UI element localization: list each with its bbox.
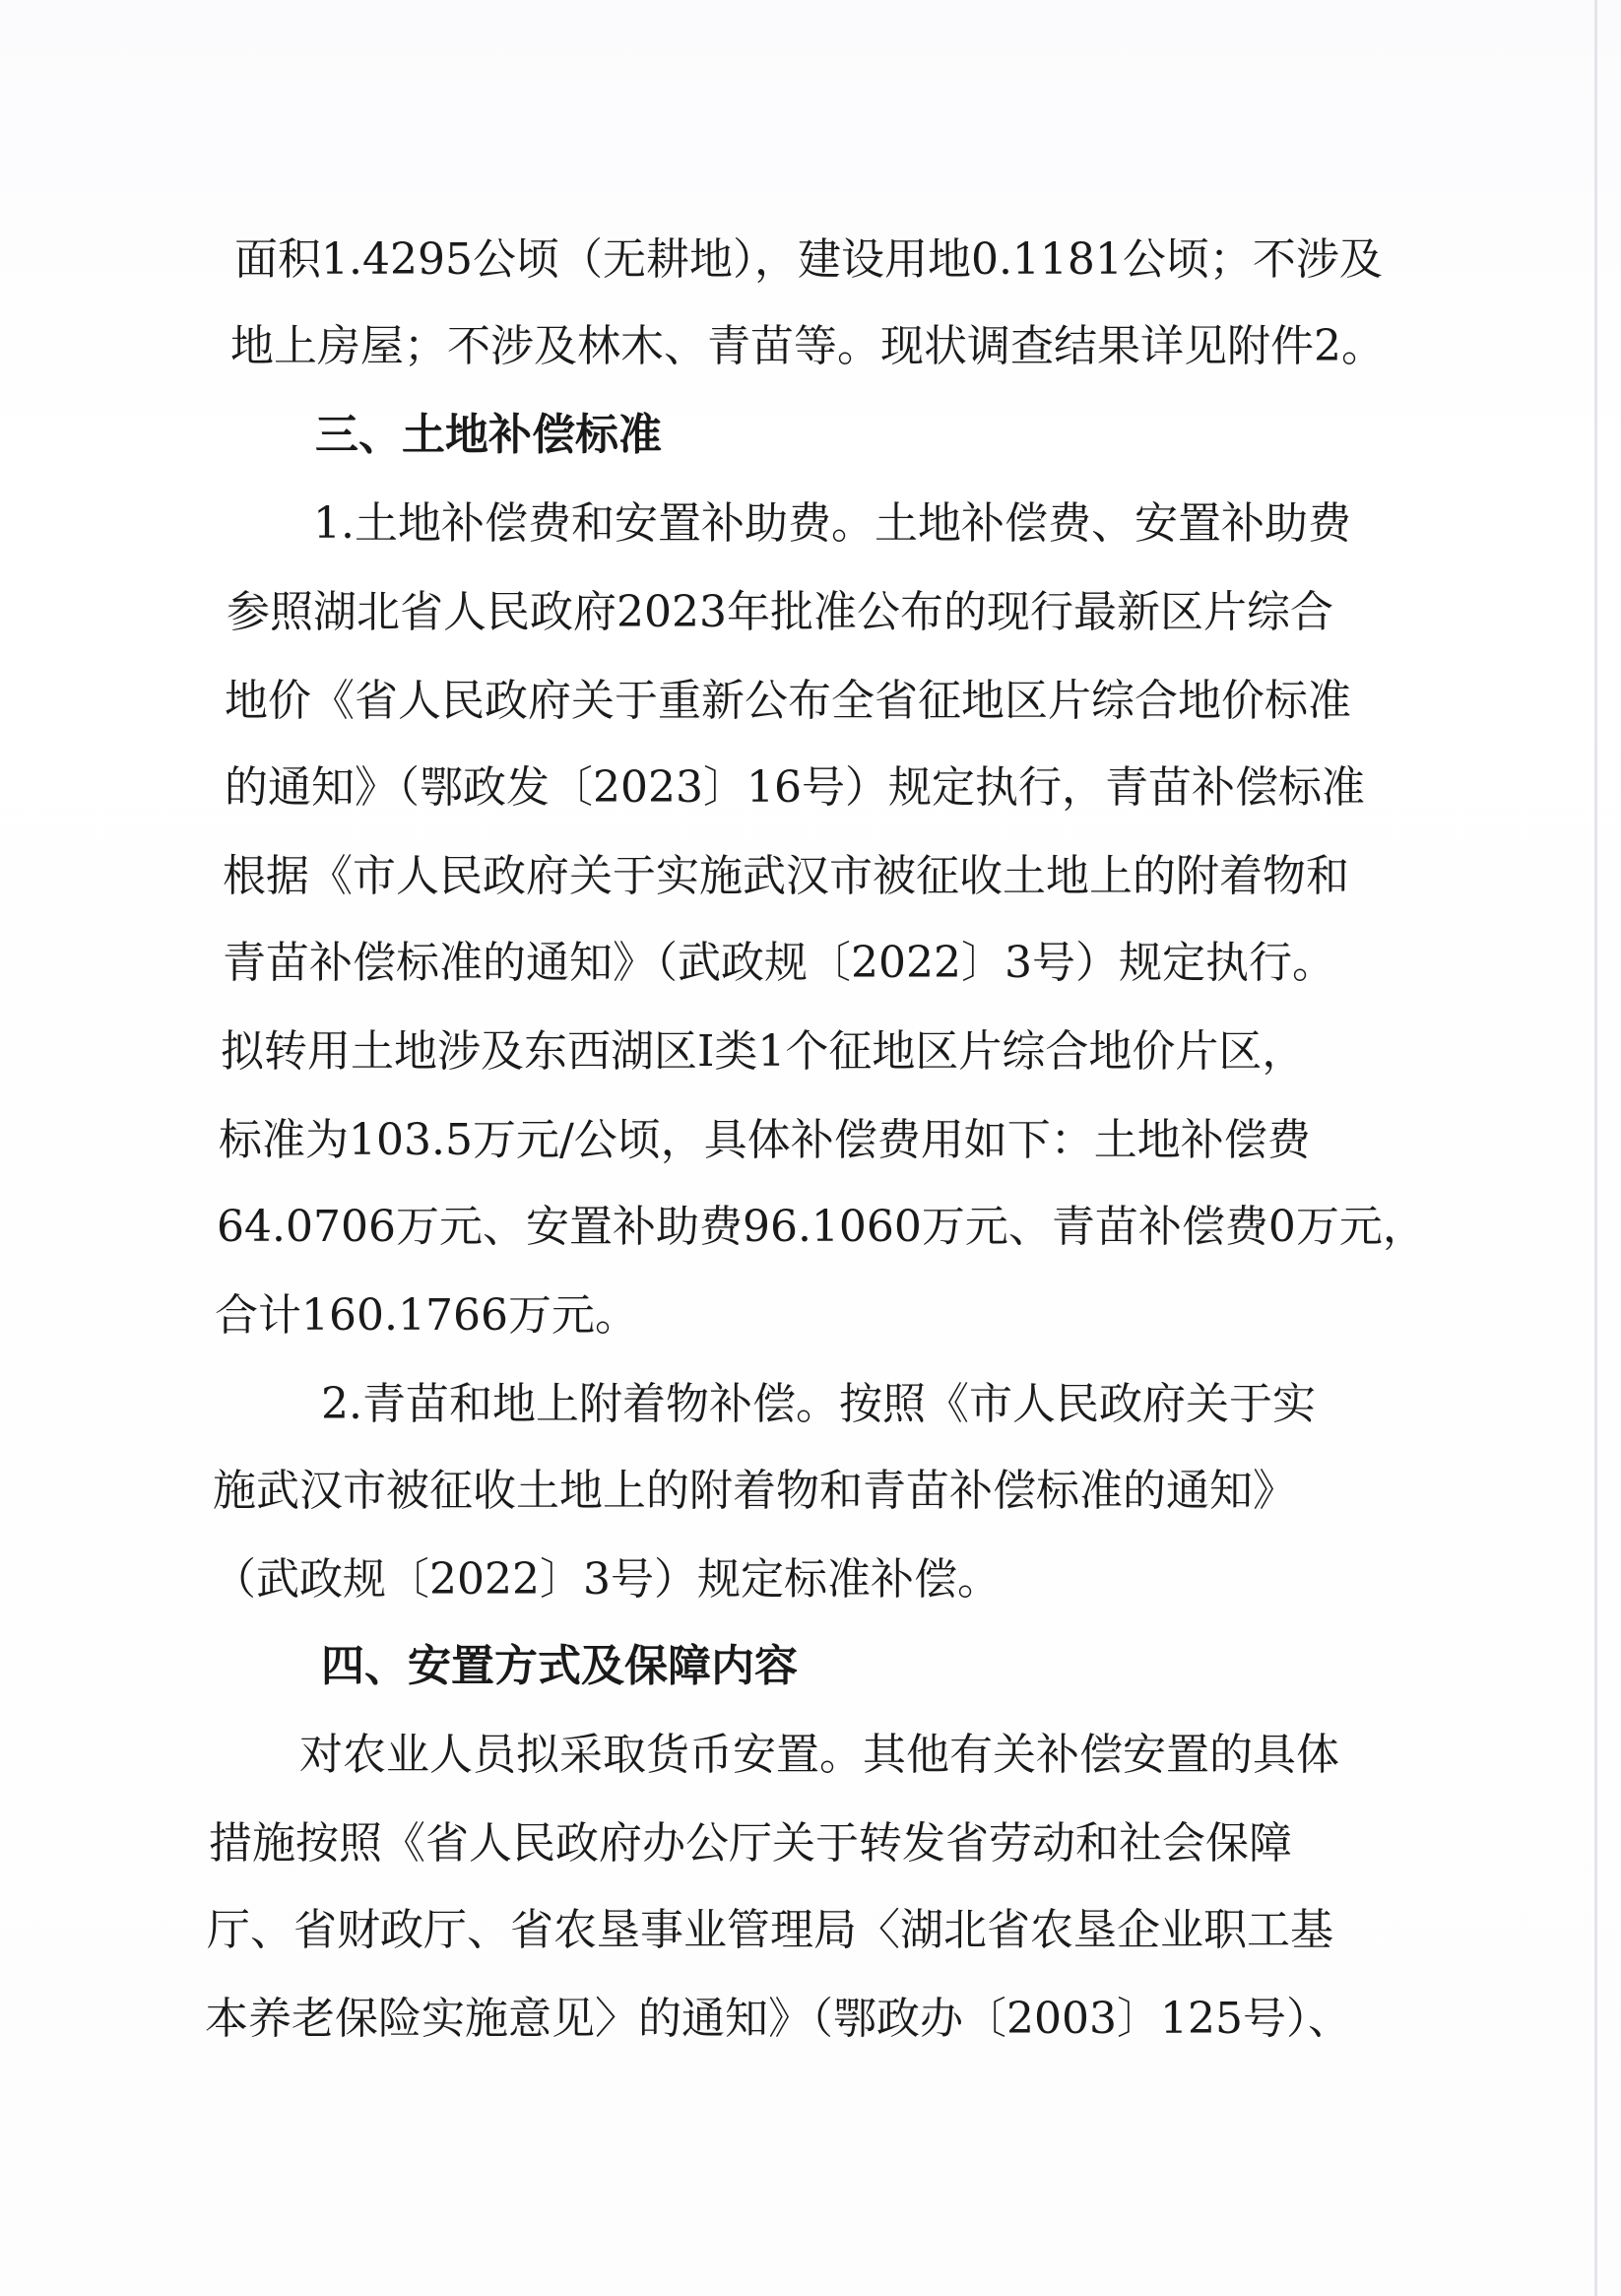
section-heading-4: 四、安置方式及保障内容 [321, 1641, 798, 1691]
body-line-8: 根据《市人民政府关于实施武汉市被征收土地上的附着物和 [223, 851, 1349, 901]
body-line-1: 面积1.4295公顷（无耕地），建设用地0.1181公顷；不涉及 [234, 234, 1383, 285]
body-line-6: 地价《省人民政府关于重新公布全省征地区片综合地价标准 [225, 676, 1351, 726]
body-line-14: 2.青苗和地上附着物补偿。按照《市人民政府关于实 [321, 1379, 1316, 1429]
section-heading-3: 三、土地补偿标准 [315, 410, 662, 460]
body-line-16: （武政规〔2022〕3号）规定标准补偿。 [213, 1554, 1001, 1605]
body-line-5: 参照湖北省人民政府2023年批准公布的现行最新区片综合 [227, 587, 1333, 637]
body-line-20: 厅、省财政厅、省农垦事业管理局〈湖北省农垦企业职工基 [207, 1905, 1333, 1955]
body-line-12: 64.0706万元、安置补助费96.1060万元、青苗补偿费0万元， [217, 1202, 1426, 1252]
body-line-21: 本养老保险实施意见〉的通知》（鄂政办〔2003〕125号）、 [205, 1994, 1351, 2044]
body-line-2: 地上房屋；不涉及林木、青苗等。现状调查结果详见附件2。 [230, 321, 1385, 371]
body-line-19: 措施按照《省人民政府办公厅关于转发省劳动和社会保障 [209, 1818, 1292, 1869]
body-line-10: 拟转用土地涉及东西湖区Ⅰ类1个征地区片综合地价片区， [221, 1026, 1306, 1077]
body-line-4: 1.土地补偿费和安置补助费。土地补偿费、安置补助费 [313, 498, 1351, 549]
body-line-13: 合计160.1766万元。 [215, 1290, 638, 1341]
body-line-9: 青苗补偿标准的通知》（武政规〔2022〕3号）规定执行。 [223, 938, 1335, 988]
body-line-18: 对农业人员拟采取货币安置。其他有关补偿安置的具体 [299, 1730, 1339, 1780]
body-line-7: 的通知》（鄂政发〔2023〕16号）规定执行，青苗补偿标准 [225, 762, 1365, 813]
body-line-11: 标准为103.5万元/公顷，具体补偿费用如下：土地补偿费 [219, 1115, 1311, 1165]
scan-edge-line [1594, 0, 1597, 2296]
body-line-15: 施武汉市被征收土地上的附着物和青苗补偿标准的通知》 [213, 1466, 1296, 1516]
